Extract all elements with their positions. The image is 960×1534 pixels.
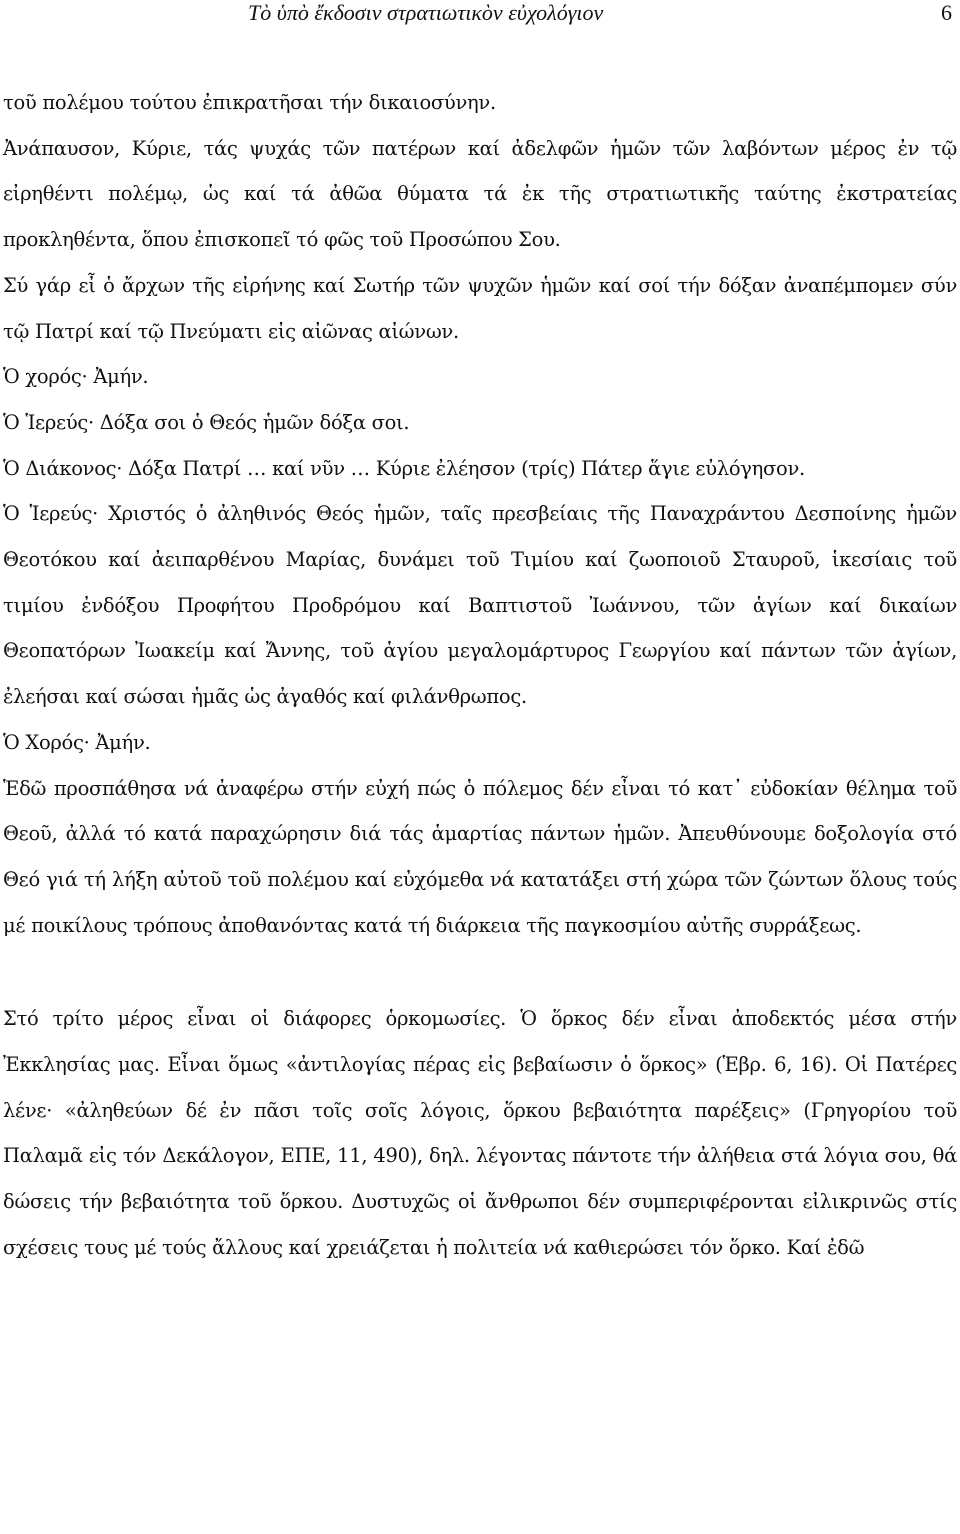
paragraph-choir-amen: Ὁ χορός· Ἀμήν. bbox=[3, 365, 149, 389]
paragraph-prayer-rest: Ἀνάπαυσον, Κύριε, τάς ψυχάς τῶν πατέρων καί ἀδελφῶν ἡμῶν τῶν λαβόντων μέρος ἐν τῷ εἰρηθέντι πολέμῳ, ὡς καί τά ἀθῶα θύματα τά ἐκ τῆς στρατιωτικῆς ταύτης ἐκστρατείας προκληθέντα, ὅπου ἐπισκοπεῖ τό φῶς τοῦ Προσώπου Σου. bbox=[3, 136, 957, 252]
page-header bbox=[0, 0, 960, 30]
paragraph-commentary: Ἑδῶ προσπάθησα νά ἀναφέρω στήν εὐχή πώς ὁ πόλεμος δέν εἶναι τό κατ᾽ εὐδοκίαν θέλημα τοῦ Θεοῦ, ἀλλά τό κατά παραχώρησιν διά τάς ἁμαρτίας πάντων ἡμῶν. Ἀπευθύνουμε δοξολογία στό Θεό γιά τή λήξη αὐτοῦ τοῦ πολέμου καί εὐχόμεθα νά κατατάξει στή χώρα τῶν ζώντων ὅλους τούς μέ ποικίλους τρόπους ἀποθανόντας κατά τή διάρκεια τῆς παγκοσμίου αὐτῆς συρράξεως. bbox=[3, 776, 957, 937]
paragraph-dismissal: Ὁ Ἱερεύς· Χριστός ὁ ἀληθινός Θεός ἡμῶν, ταῖς πρεσβείαις τῆς Παναχράντου Δεσποίνης ἡμῶν Θεοτόκου καί ἀειπαρθένου Μαρίας, δυνάμει τοῦ Τιμίου καί ζωοποιοῦ Σταυροῦ, ἱκεσίαις τοῦ τιμίου ἐνδόξου Προφήτου Προδρόμου καί Βαπτιστοῦ Ἰωάννου, τῶν ἁγίων καί δικαίων Θεοπατόρων Ἰωακείμ καί Ἄννης, τοῦ ἁγίου μεγαλομάρτυρος Γεωργίου καί πάντων τῶν ἁγίων, ἐλεήσαι καί σώσαι ἡμᾶς ὡς ἀγαθός καί φιλάνθρωπος. bbox=[3, 502, 957, 709]
paragraph-deacon: Ὁ Διάκονος· Δόξα Πατρί … καί νῦν … Κύριε ἐλέησον (τρίς) Πάτερ ἅγιε εὐλόγησον. bbox=[3, 456, 805, 480]
running-title: Τὸ ὑπὸ ἔκδοσιν στρατιωτικὸν εὐχολόγιον bbox=[248, 0, 604, 25]
paragraph-doxology: Σύ γάρ εἶ ὁ ἄρχων τῆς εἰρήνης καί Σωτήρ τῶν ψυχῶν ἡμῶν καί σοί τήν δόξαν ἀναπέμπομεν σύν τῷ Πατρί καί τῷ Πνεύματι εἰς αἰῶνας αἰώνων. bbox=[3, 273, 957, 343]
document-body bbox=[3, 80, 957, 1271]
paragraph-priest-glory: Ὁ Ἱερεύς· Δόξα σοι ὁ Θεός ἡμῶν δόξα σοι. bbox=[3, 410, 410, 434]
paragraph-gap bbox=[3, 948, 957, 996]
page-number: 6 bbox=[941, 0, 952, 25]
paragraph-choir-amen-2: Ὁ Χορός· Ἀμήν. bbox=[3, 730, 151, 754]
paragraph-oaths: Στό τρίτο μέρος εἶναι οἱ διάφορες ὁρκομωσίες. Ὁ ὅρκος δέν εἶναι ἀποδεκτός μέσα στήν Ἐκκλησίας μας. Εἶναι ὅμως «ἀντιλογίας πέρας εἰς βεβαίωσιν ὁ ὅρκος» (Ἑβρ. 6, 16). Οἱ Πατέρες λένε· «ἀληθεύων δέ ἐν πᾶσι τοῖς σοῖς λόγοις, ὅρκου βεβαιότητα παρέξεις» (Γρηγορίου τοῦ Παλαμᾶ εἰς τόν Δεκάλογον, ΕΠΕ, 11, 490), δηλ. λέγοντας πάντοτε τήν ἀλήθεια στά λόγια σου, θά δώσεις τήν βεβαιότητα τοῦ ὅρκου. Δυστυχῶς οἱ ἄνθρωποι δέν συμπεριφέρονται εἰλικρινῶς στίς σχέσεις τους μέ τούς ἄλλους καί χρειάζεται ἡ πολιτεία νά καθιερώσει τόν ὅρκο. Καί ἐδῶ bbox=[3, 1007, 957, 1259]
paragraph-war-continuation: τοῦ πολέμου τούτου ἐπικρατῆσαι τήν δικαιοσύνην. bbox=[3, 91, 496, 114]
